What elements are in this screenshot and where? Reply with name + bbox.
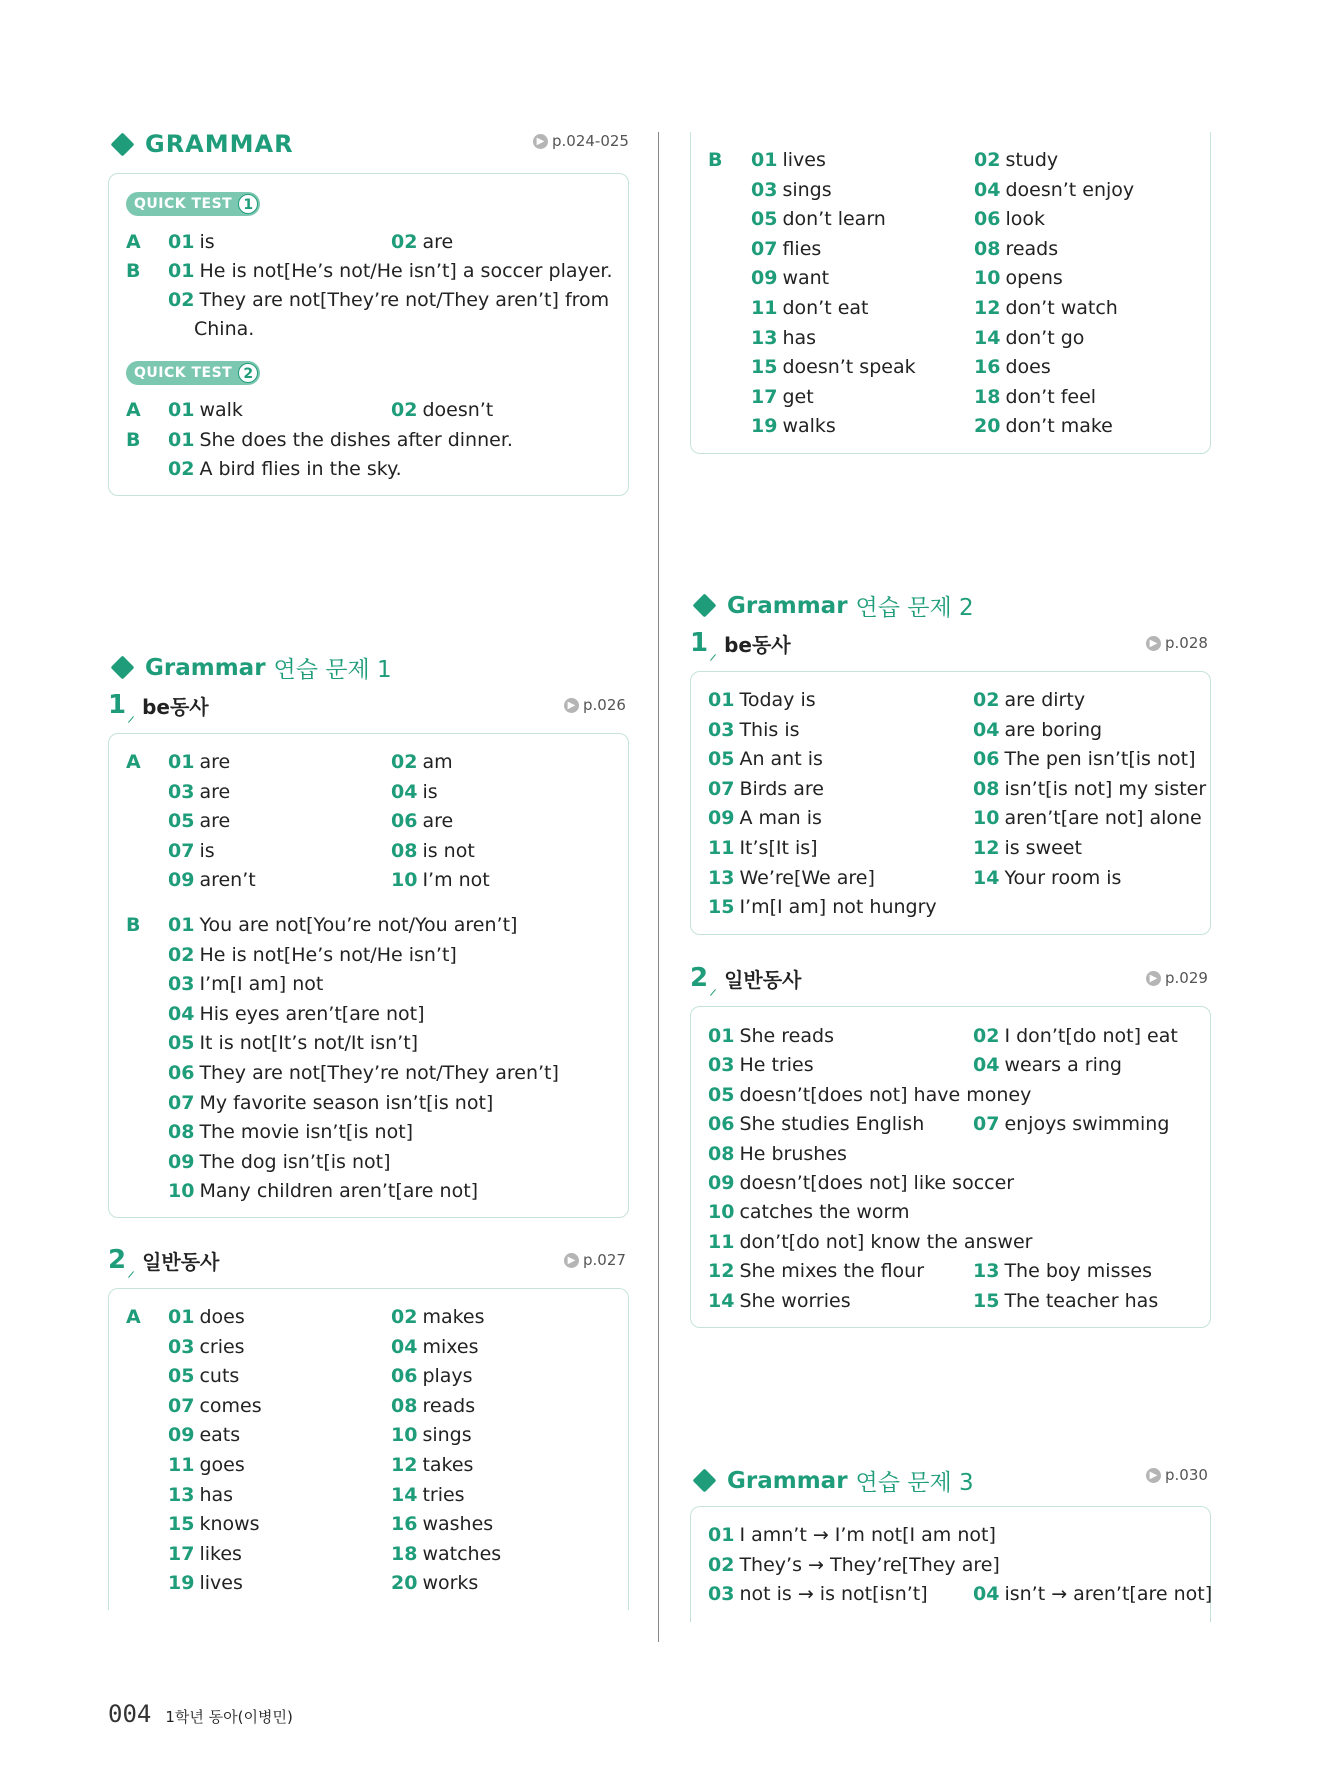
answer-item: 17 likes xyxy=(168,1542,242,1565)
arrow-right-icon: ▶ xyxy=(1146,1468,1161,1483)
answer-item: 03 sings xyxy=(751,178,832,201)
answer-item: 08 reads xyxy=(391,1394,476,1417)
grammar-header xyxy=(108,130,294,158)
section-label: B xyxy=(126,260,141,282)
answer-item: 07 enjoys swimming xyxy=(973,1113,1170,1136)
answer-item: 10 catches the worm xyxy=(708,1201,910,1224)
arrow-right-icon: ▶ xyxy=(564,698,579,713)
arrow-right-icon: ▶ xyxy=(1146,971,1161,986)
answer-item: 18 watches xyxy=(391,1542,502,1565)
book-title: 1학년 동아(이병민) xyxy=(165,1708,293,1726)
page-ref: ▶ p.029 xyxy=(1146,969,1208,987)
answer-item: 11 goes xyxy=(168,1454,245,1476)
answer-item: 05 It is not[It’s not/It isn’t] xyxy=(168,1032,419,1055)
practice-1-header: Grammar 연습 문제 1 xyxy=(108,651,392,684)
answer-continuation: China. xyxy=(194,318,255,340)
answer-item: 10 opens xyxy=(974,267,1063,290)
answer-item: 13 The boy misses xyxy=(973,1260,1152,1283)
answer-item: 05 don’t learn xyxy=(751,208,886,231)
diamond-icon xyxy=(692,593,716,617)
answer-item: 01 You are not[You’re not/You aren’t] xyxy=(168,914,518,936)
column-divider xyxy=(658,132,659,1642)
answer-item: 15 knows xyxy=(168,1513,260,1536)
arrow-right-icon: ▶ xyxy=(564,1253,579,1268)
answer-item: 02 A bird flies in the sky. xyxy=(168,458,402,480)
answer-item: 04 are boring xyxy=(973,718,1103,741)
answer-item: 11 It’s[It is] xyxy=(708,837,818,859)
diamond-icon xyxy=(110,132,134,156)
diamond-icon xyxy=(692,1468,716,1492)
answer-item: 03 cries xyxy=(168,1335,245,1358)
answer-item: 02 am xyxy=(391,751,453,773)
answer-item: 16 does xyxy=(974,356,1051,379)
answer-item: 01 Today is xyxy=(708,689,816,711)
answer-item: 05 An ant is xyxy=(708,748,823,771)
answer-item: 08 The movie isn’t[is not] xyxy=(168,1121,414,1144)
answer-item: 07 My favorite season isn’t[is not] xyxy=(168,1091,494,1114)
section-label: B xyxy=(708,149,723,171)
answer-item: 14 Your room is xyxy=(973,866,1122,889)
answer-item: 14 She worries xyxy=(708,1289,851,1312)
answer-item: 20 works xyxy=(391,1572,479,1595)
answer-item: 09 eats xyxy=(168,1424,241,1447)
answer-item: 19 lives xyxy=(168,1572,243,1595)
answer-item: 04 is xyxy=(391,780,438,803)
answer-item: 12 takes xyxy=(391,1454,474,1476)
answer-item: 12 don’t watch xyxy=(974,297,1118,319)
section-label: A xyxy=(126,1306,141,1328)
answer-item: 02 He is not[He’s not/He isn’t] xyxy=(168,943,457,966)
answer-item: 12 She mixes the flour xyxy=(708,1260,925,1283)
practice-1-sub-2: 2 일반동사 xyxy=(108,1245,220,1275)
answer-item: 14 don’t go xyxy=(974,326,1085,349)
page-ref: ▶ p.028 xyxy=(1146,634,1208,652)
answer-item: 01 I amn’t → I’m not[I am not] xyxy=(708,1524,996,1546)
answer-item: 07 comes xyxy=(168,1394,262,1417)
answer-item: 09 want xyxy=(751,267,830,290)
section-label: A xyxy=(126,231,141,253)
answer-item: 01 He is not[He’s not/He isn’t] a soccer player. xyxy=(168,260,613,282)
answer-item: 02 They are not[They’re not/They aren’t] from xyxy=(168,289,610,311)
answer-item: 15 I’m[I am] not hungry xyxy=(708,896,937,919)
practice-2-header: Grammar 연습 문제 2 xyxy=(690,589,974,622)
answer-item: 07 is xyxy=(168,839,215,862)
answer-item: 01 are xyxy=(168,751,231,773)
answer-item: 18 don’t feel xyxy=(974,385,1097,408)
answer-item: 15 The teacher has xyxy=(973,1289,1159,1312)
answer-item: 02 are xyxy=(391,231,454,253)
practice-2-sub-1: 1 be동사 xyxy=(690,628,791,658)
answer-item: 01 is xyxy=(168,231,215,253)
answer-item: 10 Many children aren’t[are not] xyxy=(168,1180,479,1203)
arrow-right-icon: ▶ xyxy=(1146,636,1161,651)
footer xyxy=(108,1700,293,1728)
answer-item: 03 He tries xyxy=(708,1054,814,1077)
answer-item: 07 Birds are xyxy=(708,777,824,800)
answer-item: 09 aren’t xyxy=(168,869,256,891)
answer-item: 15 doesn’t speak xyxy=(751,356,916,379)
answer-item: 10 aren’t[are not] alone xyxy=(973,807,1202,830)
answer-item: 02 doesn’t xyxy=(391,399,494,421)
answer-item: 06 She studies English xyxy=(708,1113,925,1136)
answer-item: 07 flies xyxy=(751,237,822,260)
answer-item: 01 does xyxy=(168,1306,245,1328)
answer-item: 05 doesn’t[does not] have money xyxy=(708,1083,1032,1106)
answer-item: 08 He brushes xyxy=(708,1142,847,1165)
answer-item: 10 sings xyxy=(391,1424,472,1447)
quick-test-2-badge: QUICK TEST 2 xyxy=(126,361,260,385)
diamond-icon xyxy=(110,655,134,679)
page-number: 004 xyxy=(108,1700,152,1728)
answer-item: 09 doesn’t[does not] like soccer xyxy=(708,1172,1015,1194)
answer-item: 17 get xyxy=(751,385,814,408)
answer-item: 01 She does the dishes after dinner. xyxy=(168,429,513,451)
answer-item: 02 are dirty xyxy=(973,689,1086,711)
page-ref: ▶ p.030 xyxy=(1146,1466,1208,1484)
section-label: B xyxy=(126,429,141,451)
answer-item: 09 The dog isn’t[is not] xyxy=(168,1150,391,1173)
answer-item: 01 walk xyxy=(168,399,243,421)
answer-item: 03 I’m[I am] not xyxy=(168,973,324,996)
section-label: B xyxy=(126,914,141,936)
answer-item: 06 They are not[They’re not/They aren’t] xyxy=(168,1062,559,1084)
answer-item: 06 plays xyxy=(391,1365,473,1388)
answer-item: 04 isn’t → aren’t[are not] xyxy=(973,1583,1213,1605)
answer-item: 06 are xyxy=(391,810,454,832)
answer-item: 13 has xyxy=(751,326,817,349)
page-ref: ▶ p.026 xyxy=(564,696,626,714)
answer-item: 16 washes xyxy=(391,1513,494,1536)
page-ref: ▶ p.027 xyxy=(564,1251,626,1269)
answer-item: 01 lives xyxy=(751,149,826,171)
answer-item: 03 are xyxy=(168,780,231,803)
answer-item: 11 don’t[do not] know the answer xyxy=(708,1230,1033,1253)
answer-item: 06 look xyxy=(974,208,1045,231)
answer-item: 08 is not xyxy=(391,839,475,862)
answer-item: 08 isn’t[is not] my sister xyxy=(973,777,1207,800)
arrow-right-icon: ▶ xyxy=(533,134,548,149)
answer-item: 08 reads xyxy=(974,237,1059,260)
answer-item: 13 We’re[We are] xyxy=(708,866,875,889)
answer-item: 11 don’t eat xyxy=(751,297,869,319)
practice-2-sub-2: 2 일반동사 xyxy=(690,963,802,993)
answer-item: 04 His eyes aren’t[are not] xyxy=(168,1002,425,1025)
answer-item: 02 study xyxy=(974,149,1059,171)
answer-item: 19 walks xyxy=(751,415,836,438)
answer-item: 04 mixes xyxy=(391,1335,479,1358)
answer-item: 02 makes xyxy=(391,1306,485,1328)
answer-item: 10 I’m not xyxy=(391,869,490,891)
answer-item: 02 They’s → They’re[They are] xyxy=(708,1553,1000,1576)
answer-item: 14 tries xyxy=(391,1483,465,1506)
answer-item: 03 This is xyxy=(708,718,800,741)
answer-item: 04 wears a ring xyxy=(973,1054,1122,1077)
answer-item: 13 has xyxy=(168,1483,234,1506)
answer-item: 01 She reads xyxy=(708,1025,834,1047)
answer-item: 05 cuts xyxy=(168,1365,240,1388)
answer-item: 02 I don’t[do not] eat xyxy=(973,1025,1178,1047)
practice-3-header: Grammar 연습 문제 3 xyxy=(690,1464,974,1497)
answer-item: 05 are xyxy=(168,810,231,832)
answer-item: 06 The pen isn’t[is not] xyxy=(973,748,1196,771)
answer-item: 12 is sweet xyxy=(973,837,1082,859)
section-label: A xyxy=(126,399,141,421)
answer-item: 09 A man is xyxy=(708,807,822,830)
answer-item: 04 doesn’t enjoy xyxy=(974,178,1135,201)
practice-1-sub-1: 1 be동사 xyxy=(108,690,209,720)
grammar-title: GRAMMAR xyxy=(145,130,294,158)
page-ref: ▶ p.024-025 xyxy=(533,132,629,150)
answer-item: 03 not is → is not[isn’t] xyxy=(708,1583,928,1605)
answer-item: 20 don’t make xyxy=(974,415,1113,438)
section-label: A xyxy=(126,751,141,773)
quick-test-1-badge: QUICK TEST 1 xyxy=(126,192,260,216)
